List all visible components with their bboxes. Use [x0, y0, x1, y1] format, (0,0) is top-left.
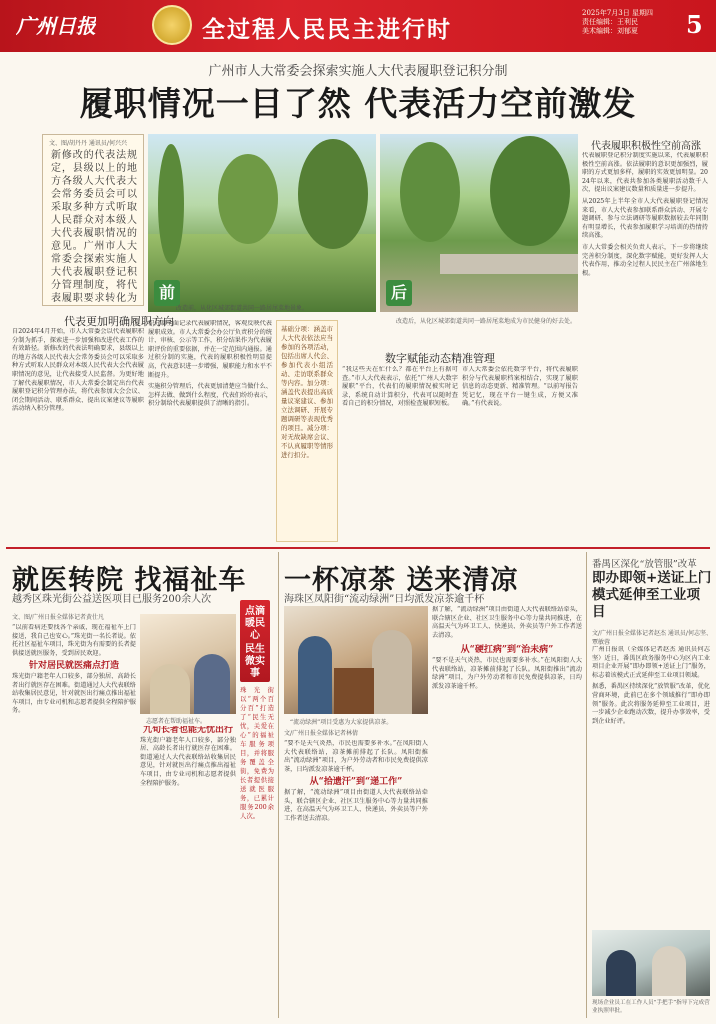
section3-body — [582, 152, 708, 544]
right-story-body — [592, 646, 710, 924]
section3-para1: 代表履职登记积分制度实施以来，代表履职积极性空前高涨。依法履职的意识更加强烈，履职的方式更加多样，履职的实效更加明显。2024年以来，代表共参加各类履职活动数千人次，提出议案建议数量和质量进一步提升。 — [582, 152, 708, 194]
middle-story-para4: “要不是天气炎热，市民也需要多补水。”在凤阳街人大代表联络站，凉茶摊前排起了长队。凤阳街推出“流动绿洲”项目，为户外劳动者和市民免费提供凉茶，日均派发凉茶逾千杯。 — [432, 656, 582, 690]
column-divider-1 — [278, 552, 279, 1018]
photo-before — [148, 134, 376, 312]
newspaper-logo: 广州日报 — [16, 14, 96, 38]
section1-para2: 积分制全面记录代表履职情况，客观反映代表履职成效。市人大常委会办公厅负责积分的统计、审核、公示等工作，积分结果作为代表履职评价的重要依据，并在一定范围内通报。通过积分制的实施，代表的履职积极性明显提高，代表意识进一步增强，履职能力和水平不断提升。 — [148, 320, 272, 379]
issue-meta — [582, 9, 653, 36]
section1-body-col1 — [12, 328, 144, 542]
national-emblem-icon — [152, 5, 192, 45]
photo-after — [380, 134, 578, 312]
section2-para2: 市人大常委会依托数字平台，将代表履职积分与代表履职档案相结合，实现了履职信息的动态更新、精准管理。“以前写报告凭记忆，现在平台一键生成，方便又准确。”有代表说。 — [462, 366, 578, 408]
left-story-caption: 志愿者在帮助福祉车。 — [146, 718, 207, 725]
designer-line: 美术编辑：刘郁夏 — [582, 27, 638, 35]
photo-before-caption: 改造前，从化区城郊街道共同一路居尾菜地景象。 — [176, 305, 309, 312]
section2-para1: “我这些天在忙什么？都在平台上有据可查。”市人大代表表示，依托“广州人大数字履职”平台，代表们的履职情况被实时记录，系统自动计算积分，代表可以随时查看自己的积分情况，对照检查履职短板。 — [342, 366, 458, 408]
right-story-headline: 即办即领+送证上门模式延伸至工业项目 — [592, 570, 712, 620]
section2-title: 数字赋能动态精准管理 — [385, 352, 495, 365]
vertical-label-line1: 点滴暖民心 — [245, 606, 265, 641]
section1-para1: 自2024年4月开始，市人大常委会以代表履职积分制为抓手，探索进一步加强和改进代表工作的有效路径。新修改的代表法明确要求，县级以上的地方各级人民代表大会常务委员会可以采取多种方式听取人民群众对本级人民代表大会代表履职情况的意见，让代表接受人民监督。为更好地了解代表履职情况，市人大常委会制定出台代表履职登记积分管理办法，将代表参加大会会议、闭会期间活动、联系群众、提出议案建议等履职活动纳入积分管理。 — [12, 328, 144, 413]
section2-body-col2 — [462, 366, 578, 542]
left-story-byline: 文、图/广州日报全媒体记者黄仕凡 — [12, 614, 105, 621]
left-story-subtitle1: 针对居民就医痛点打造 — [28, 661, 119, 672]
middle-story-subhead: 海珠区凤阳街“流动绿洲”日均派发凉茶逾千杯 — [284, 594, 485, 605]
left-story-vertical-label — [240, 600, 270, 682]
masthead-banner — [0, 0, 716, 52]
middle-story-para2: 据了解，“流动绿洲”项目由街道人大代表联络站牵头，联合辖区企业、社区卫生服务中心等力量共同推进，在高温天气为环卫工人、快递员、外卖员等户外工作者送去清凉。 — [284, 788, 428, 822]
lead-box — [42, 134, 144, 306]
section3-title: 代表履职积极性空前高涨 — [591, 141, 701, 152]
left-story-para3: 珠光街户籍老年人口较多，部分独居、高龄长者出行就医存在困难。街道通过人大代表联络站收集居民意见，针对就医出行痛点推出福祉车项目，由专业司机和志愿者提供全程陪护服务。 — [140, 736, 236, 787]
vertical-label-line2: 民生微实事 — [245, 644, 265, 679]
right-story-photo — [592, 930, 710, 996]
main-headline: 履职情况一目了然 代表活力空前激发 — [79, 84, 637, 123]
middle-story-byline: 文/广州日报全媒体记者林倩 — [284, 730, 359, 737]
left-story-col1 — [12, 624, 136, 1016]
section-divider — [6, 547, 710, 549]
lead-text: 新修改的代表法规定，县级以上的地方各级人大代表大会常务委员会可以采取多种方式听取人民群众对本级人大代表履职情况的意见。广州市人大常委会探索实施人大代表履职登记积分管理制度，将代表履职要求转化为 — [51, 150, 137, 304]
section1-body-col2 — [148, 320, 272, 542]
middle-story-subtitle2: 从“硬扛病”到“治未病” — [460, 645, 554, 656]
section3-para3: 市人大常委会相关负责人表示，下一步将继续完善积分制度，深化数字赋能，更好发挥人大代表作用，推动全过程人民民主在广州落地生根。 — [582, 243, 708, 277]
scoring-box — [276, 320, 338, 542]
left-story-photo — [140, 614, 236, 714]
section3-para2: 从2025年上半年全市人大代表履职登记情况来看，市人大代表参加联系群众活动、开展专题调研、参与立法调研等履职数据较去年同期有明显增长，代表参加履职学习培训的热情持续高涨。 — [582, 197, 708, 240]
middle-story-caption: “流动绿洲”项目受惠为大家提供凉茶。 — [290, 719, 393, 726]
middle-story-para3: 据了解，“流动绿洲”项目由街道人大代表联络站牵头，联合辖区企业、社区卫生服务中心等力量共同推进，在高温天气为环卫工人、快递员、外卖员等户外工作者送去清凉。 — [432, 606, 582, 639]
left-story-col2 — [140, 726, 236, 1016]
right-story-byline: 文/广州日报全媒体记者赵杰 通讯员/何志坚、覃敏蓉 — [592, 630, 712, 646]
issue-date: 2025年7月3日 星期四 — [582, 9, 653, 17]
right-story-para2: 据悉，番禺区持续深化“放管服”改革，优化营商环境，此前已在多个领域推行“即办即领”服务。此次将服务延伸至工业项目，进一步减少企业跑动次数，提升办事效率，受到企业好评。 — [592, 683, 710, 725]
section2-body-col1 — [342, 366, 458, 542]
before-tag: 前 — [154, 280, 180, 306]
right-story-para1: 广州日报讯（全媒体记者赵杰 通讯员何志坚）近日，番禺区政务服务中心为区内工业项目企业开展“即办即领+送证上门”服务，标志着该模式正式延伸至工业项目领域。 — [592, 646, 710, 679]
left-story-headline: 就医转院 找福祉车 — [12, 565, 247, 596]
main-kicker: 广州市人大常委会探索实施人大代表履职登记积分制 — [208, 64, 508, 79]
photo-after-caption: 改造后，从化区城郊街道共同一路居尾菜地成为市民健身的好去处。 — [396, 318, 577, 325]
page-number: 5 — [686, 10, 703, 39]
left-story-para2: 珠光街户籍老年人口较多，部分独居、高龄长者出行就医存在困难。街道通过人大代表联络站收集居民意见，针对就医出行痛点推出福祉车项目，由专业司机和志愿者提供全程陪护服务。 — [12, 672, 136, 715]
left-story-subhead: 越秀区珠光街公益送医项目已服务200余人次 — [12, 594, 212, 605]
middle-story-para1: “要不是天气炎热，市民也需要多补水。”在凤阳街人大代表联络站，凉茶摊前排起了长队。凤阳街推出“流动绿洲”项目，为户外劳动者和市民免费提供凉茶，日均派发凉茶逾千杯。 — [284, 740, 428, 773]
column-divider-2 — [586, 552, 587, 1018]
after-tag: 后 — [386, 280, 412, 306]
middle-story-photo — [284, 606, 428, 714]
section1-title: 代表更加明确履职方向 — [64, 315, 174, 328]
middle-story-col1 — [284, 740, 428, 1016]
right-story-kicker: 番禺区深化“放管服”改革 — [592, 559, 697, 570]
section-motto: 全过程人民民主进行时 — [202, 16, 452, 43]
scoring-box-text: 基础分项：涵盖市人大代表依法应当参加的各项活动，包括出席人代会、参加代表小组活动、走访联系群众等内容。加分项：涵盖代表提出高质量议案建议、参加立法调研、开展专题调研等表现优秀的项目。减分项：对无故缺席会议、不认真履职等情形进行扣分。 — [281, 325, 333, 459]
left-story-quote: 珠光街以“两个百分百”打造了“民生无忧，关爱在心”的福祉车服务项目，并将服务覆盖全街，免费为长者提供接送就医服务，已累计服务200余人次。 — [240, 686, 274, 820]
left-story-para1: “以前看病还要找各个亲戚，现在福祉车上门接送，我自己也安心。”珠光街一名长者说。依托社区福祉车项目，珠光街为有需要的长者提供接送就医服务，受到居民欢迎。 — [12, 624, 136, 657]
middle-story-subtitle1: 从“拾遗汗”到“递工作” — [309, 777, 403, 788]
middle-story-col2 — [432, 606, 582, 1016]
main-byline: 文、图/胡丹丹 通讯员/何兴兴 — [49, 140, 127, 147]
right-story-caption: 现场企业员工在工作人员“手把手”指导下完成营业执照审批。 — [592, 1000, 710, 1014]
section1-para3: 实施积分管理后，代表更加清楚应当做什么、怎样去做、做到什么程度，代表们纷纷表示，积分制给代表履职提供了清晰的指引。 — [148, 383, 272, 408]
left-story-subtitle2: 九旬长者也能无忧出行 — [142, 726, 233, 735]
editor-line: 责任编辑：王利民 — [582, 18, 638, 26]
middle-story-headline: 一杯凉茶 送来清凉 — [284, 565, 519, 596]
